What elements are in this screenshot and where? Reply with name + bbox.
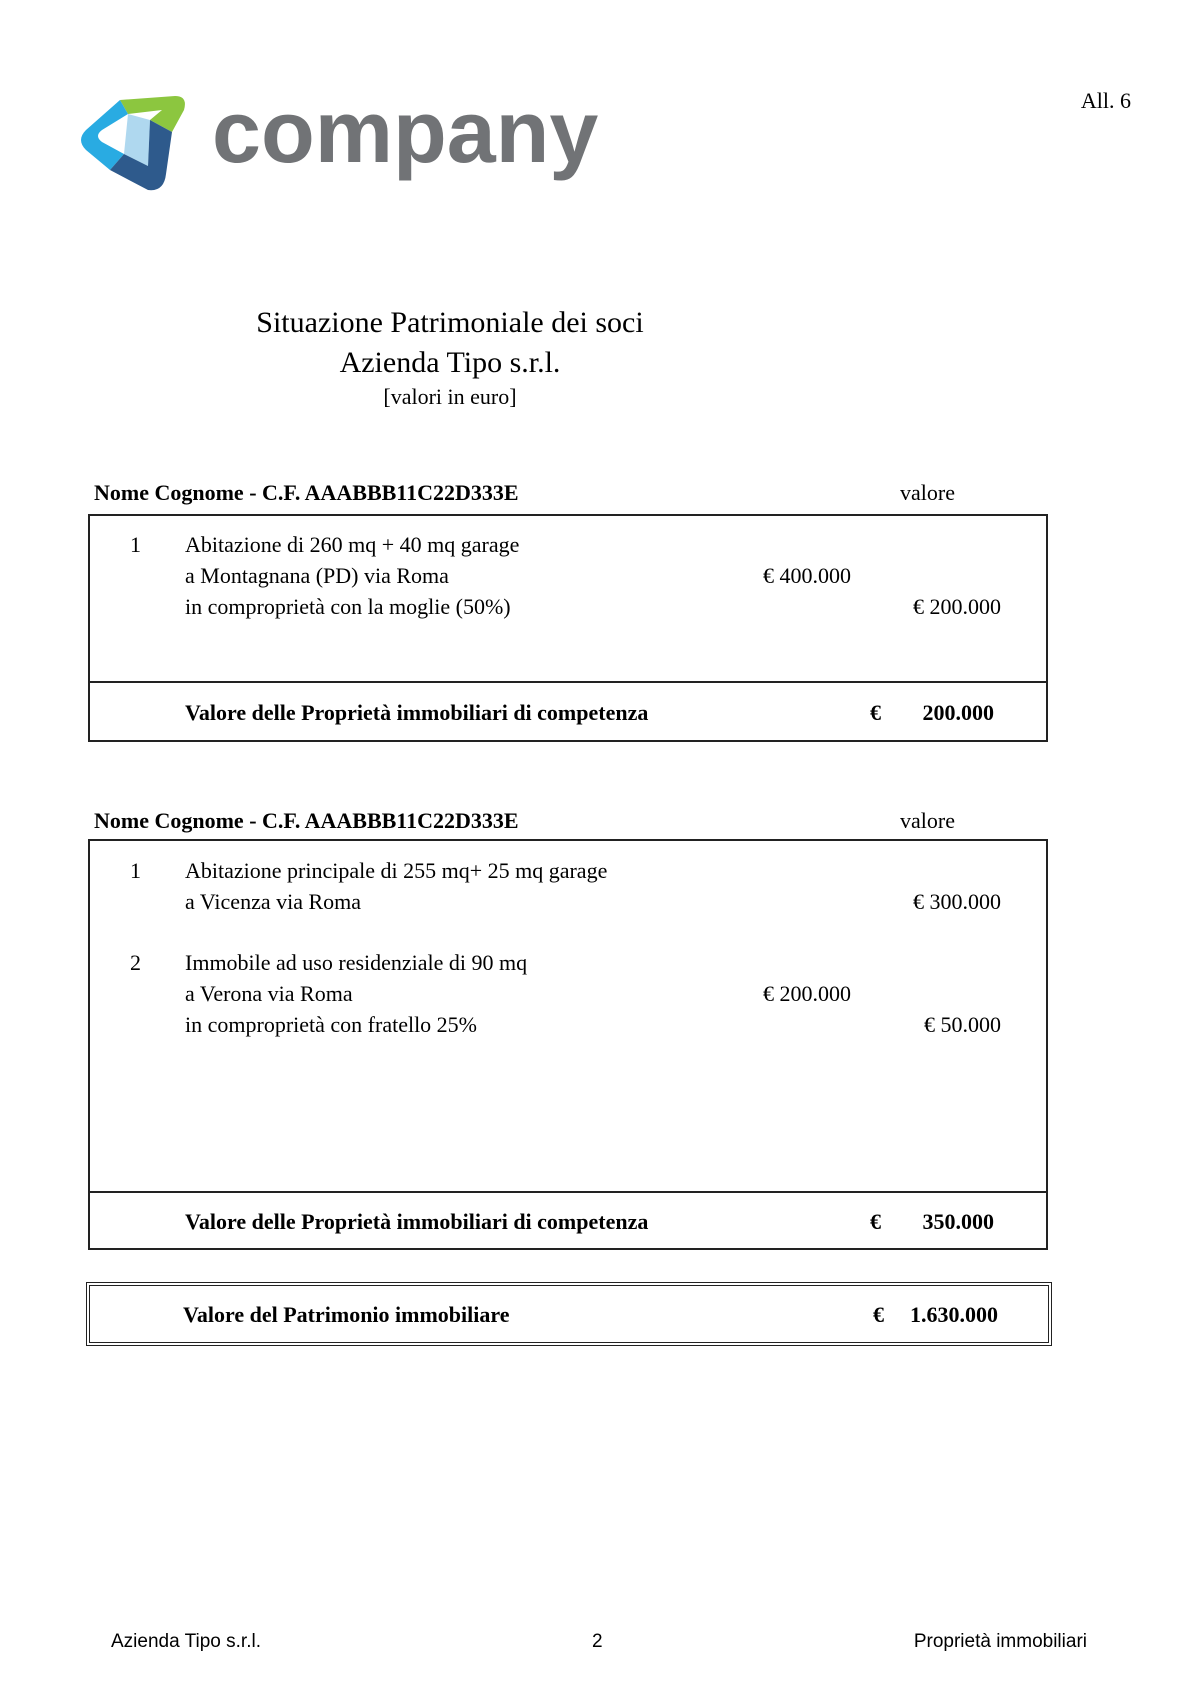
item-share-value: € 200.000	[913, 594, 1001, 619]
item-description-line: a Vicenza via Roma	[185, 889, 362, 914]
summary-value: 350.000	[922, 1209, 994, 1234]
units-note: [valori in euro]	[383, 384, 517, 409]
item-number: 1	[130, 858, 141, 883]
item-number: 1	[130, 532, 141, 557]
value-column-header-2: valore	[900, 808, 955, 833]
item-description-line: in comproprietà con la moglie (50%)	[185, 594, 511, 619]
item-description-line: Immobile ad uso residenziale di 90 mq	[185, 950, 528, 975]
value-column-header-1: valore	[900, 480, 955, 505]
company-logo-icon	[80, 92, 195, 197]
item-description-line: Abitazione principale di 255 mq+ 25 mq garage	[185, 858, 608, 883]
item-description-line: a Montagnana (PD) via Roma	[185, 563, 449, 588]
properties-table-1	[88, 514, 1048, 742]
summary-currency: €	[870, 1209, 881, 1234]
footer-company: Azienda Tipo s.r.l.	[111, 1631, 261, 1652]
summary-label: Valore delle Proprietà immobiliari di competenza	[185, 700, 649, 725]
item-description-line: Abitazione di 260 mq + 40 mq garage	[185, 532, 520, 557]
attachment-label: All. 6	[1080, 88, 1131, 113]
item-number: 2	[130, 950, 141, 975]
grand-total-currency: €	[873, 1302, 884, 1327]
item-total-value: € 400.000	[763, 563, 851, 588]
owner-heading-1: Nome Cognome - C.F. AAABBB11C22D333E	[94, 480, 519, 505]
table-divider	[90, 681, 1046, 683]
footer-section-title: Proprietà immobiliari	[913, 1631, 1087, 1652]
owner-heading-2: Nome Cognome - C.F. AAABBB11C22D333E	[94, 808, 519, 833]
document-title: Situazione Patrimoniale dei soci	[256, 306, 644, 339]
grand-total-label: Valore del Patrimonio immobiliare	[183, 1302, 510, 1327]
summary-label: Valore delle Proprietà immobiliari di competenza	[185, 1209, 649, 1234]
item-share-value: € 50.000	[924, 1012, 1001, 1037]
page-number: 2	[592, 1631, 603, 1652]
summary-currency: €	[870, 700, 881, 725]
item-description-line: a Verona via Roma	[185, 981, 353, 1006]
item-description-line: in comproprietà con fratello 25%	[185, 1012, 478, 1037]
item-total-value: € 200.000	[763, 981, 851, 1006]
grand-total-box	[86, 1282, 1052, 1346]
logo-wordmark: company	[212, 82, 599, 181]
summary-value: 200.000	[922, 700, 994, 725]
table-divider	[90, 1191, 1046, 1193]
item-share-value: € 300.000	[913, 889, 1001, 914]
company-name: Azienda Tipo s.r.l.	[339, 346, 561, 379]
grand-total-value: 1.630.000	[910, 1302, 998, 1327]
properties-table-2	[88, 839, 1048, 1250]
